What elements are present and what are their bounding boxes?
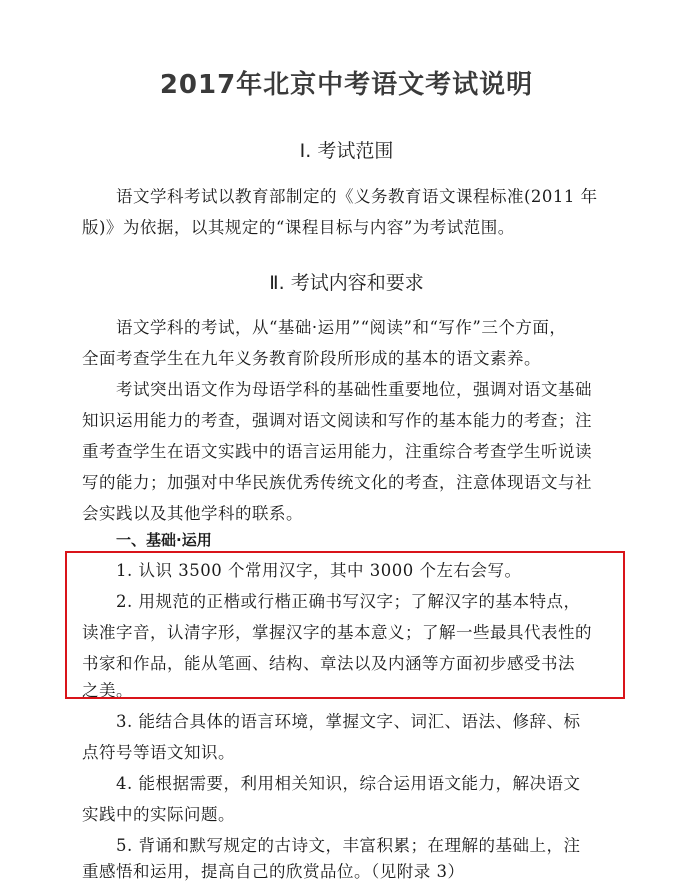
item2-line: 读准字音，认清字形，掌握汉字的基本意义；了解一些最具代表性的 (82, 623, 592, 642)
item4-line: 实践中的实际问题。 (82, 805, 235, 824)
item1-line: 1. 认识 3500 个常用汉字，其中 3000 个左右会写。 (116, 561, 522, 580)
item5-line: 5. 背诵和默写规定的古诗文，丰富积累；在理解的基础上，注 (116, 836, 581, 855)
para2-line: 写的能力；加强对中华民族优秀传统文化的考查，注意体现语文与社 (82, 473, 592, 492)
section1-line: 语文学科考试以教育部制定的《义务教育语文课程标准(2011 年 (116, 187, 598, 206)
para1-line: 全面考查学生在九年义务教育阶段所形成的基本的语文素养。 (82, 349, 541, 368)
item3-line: 点符号等语文知识。 (82, 743, 235, 762)
para2-line: 会实践以及其他学科的联系。 (82, 504, 303, 523)
item2-line: 书家和作品，能从笔画、结构、章法以及内涵等方面初步感受书法 (82, 654, 575, 673)
section1-heading: Ⅰ. 考试范围 (299, 140, 394, 162)
item4-line: 4. 能根据需要，利用相关知识，综合运用语文能力，解决语文 (116, 774, 581, 793)
para2-line: 重考查学生在语文实践中的语言运用能力，注重综合考查学生听说读 (82, 442, 592, 461)
subheading-basics: 一、基础·运用 (116, 531, 212, 549)
para2-line: 考试突出语文作为母语学科的基础性重要地位，强调对语文基础 (116, 380, 592, 399)
para2-line: 知识运用能力的考查，强调对语文阅读和写作的基本能力的考查；注 (82, 411, 592, 430)
section2-heading: Ⅱ. 考试内容和要求 (269, 272, 424, 294)
item2-line: 2. 用规范的正楷或行楷正确书写汉字；了解汉字的基本特点， (116, 592, 581, 611)
section1-line: 版)》为依据，以其规定的“课程目标与内容”为考试范围。 (82, 218, 515, 237)
document-title: 2017年北京中考语文考试说明 (159, 70, 534, 100)
para1-line: 语文学科的考试，从“基础·运用”“阅读”和“写作”三个方面， (116, 318, 567, 337)
highlight-box (65, 551, 625, 699)
item2-line: 之美。 (82, 681, 133, 700)
item3-line: 3. 能结合具体的语言环境，掌握文字、词汇、语法、修辞、标 (116, 712, 581, 731)
item5-line: 重感悟和运用，提高自己的欣赏品位。（见附录 3） (82, 862, 465, 881)
